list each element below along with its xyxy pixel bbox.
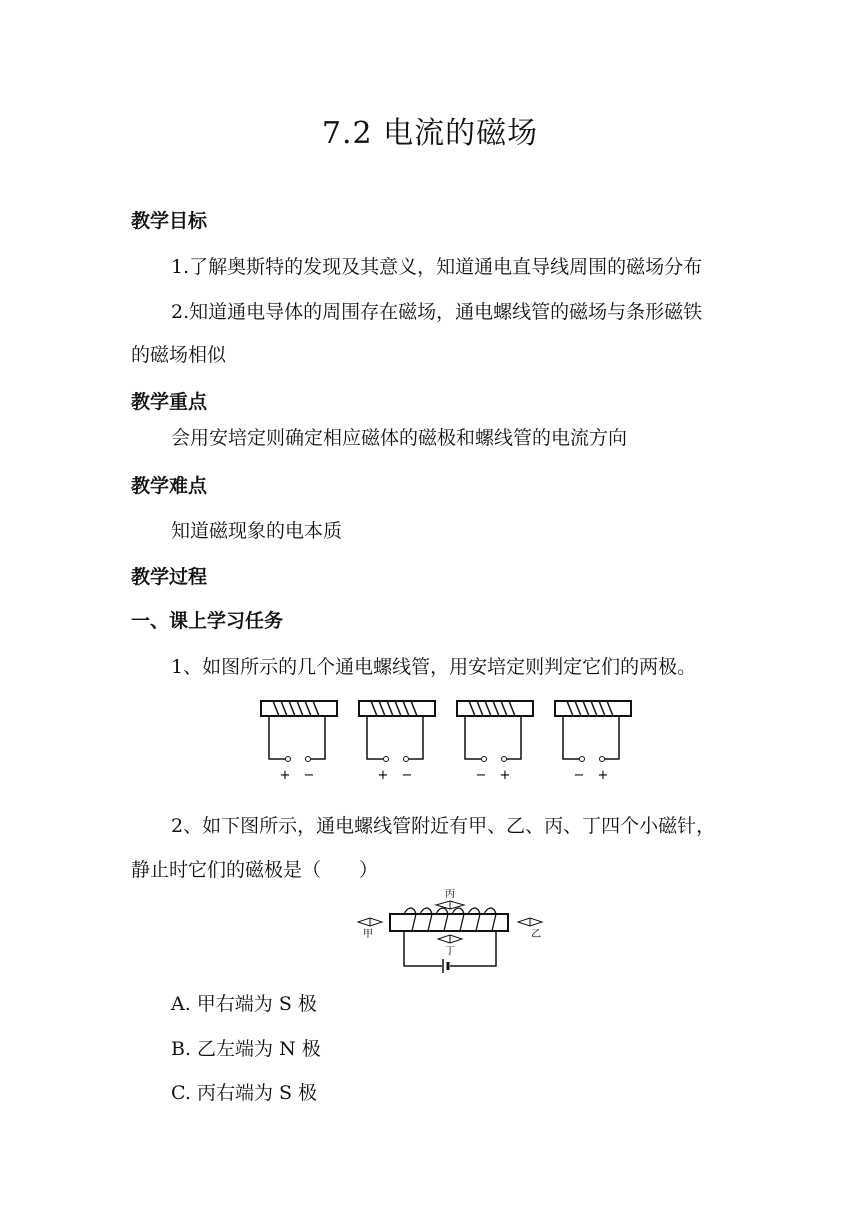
- objective-item-1: 1.了解奥斯特的发现及其意义，知道通电直导线周围的磁场分布: [171, 256, 703, 278]
- option-a: A. 甲右端为 S 极: [171, 993, 317, 1015]
- needle-label-jia: 甲: [363, 929, 373, 940]
- needle-label-bing: 丙: [445, 889, 455, 900]
- coil-4-right-terminal: +: [597, 768, 609, 783]
- difficulties-heading: 教学难点: [131, 475, 208, 497]
- coil-4-left-terminal: −: [573, 768, 585, 783]
- question-2-line-2: 静止时它们的磁极是（ ）: [131, 859, 379, 881]
- question-1: 1、如图所示的几个通电螺线管，用安培定则判定它们的两极。: [171, 656, 697, 678]
- coil-2-left-terminal: +: [377, 768, 389, 783]
- solenoid-needles-figure-2: [350, 888, 550, 974]
- coil-2-right-terminal: −: [401, 768, 413, 783]
- option-b: B. 乙左端为 N 极: [171, 1038, 321, 1060]
- option-c: C. 丙右端为 S 极: [171, 1082, 318, 1104]
- needle-label-ding: 丁: [445, 946, 455, 957]
- objective-item-2-line-1: 2.知道通电导体的周围存在磁场，通电螺线管的磁场与条形磁铁: [171, 301, 703, 323]
- coil-1-right-terminal: −: [303, 768, 315, 783]
- page-title: 7.2 电流的磁场: [321, 116, 539, 151]
- coil-3-left-terminal: −: [475, 768, 487, 783]
- process-heading: 教学过程: [131, 566, 208, 588]
- section-1-heading: 一、课上学习任务: [131, 610, 284, 632]
- objective-item-2-line-2: 的磁场相似: [131, 344, 227, 366]
- solenoid-figure-1: [255, 695, 645, 785]
- key-points-heading: 教学重点: [131, 391, 208, 413]
- question-2-line-1: 2、如下图所示，通电螺线管附近有甲、乙、丙、丁四个小磁针，: [171, 815, 716, 837]
- coil-1-left-terminal: +: [279, 768, 291, 783]
- key-points-text: 会用安培定则确定相应磁体的磁极和螺线管的电流方向: [171, 427, 628, 449]
- objectives-heading: 教学目标: [131, 210, 208, 232]
- needle-label-yi: 乙: [531, 929, 541, 940]
- coil-3-right-terminal: +: [499, 768, 511, 783]
- difficulties-text: 知道磁现象的电本质: [171, 520, 343, 542]
